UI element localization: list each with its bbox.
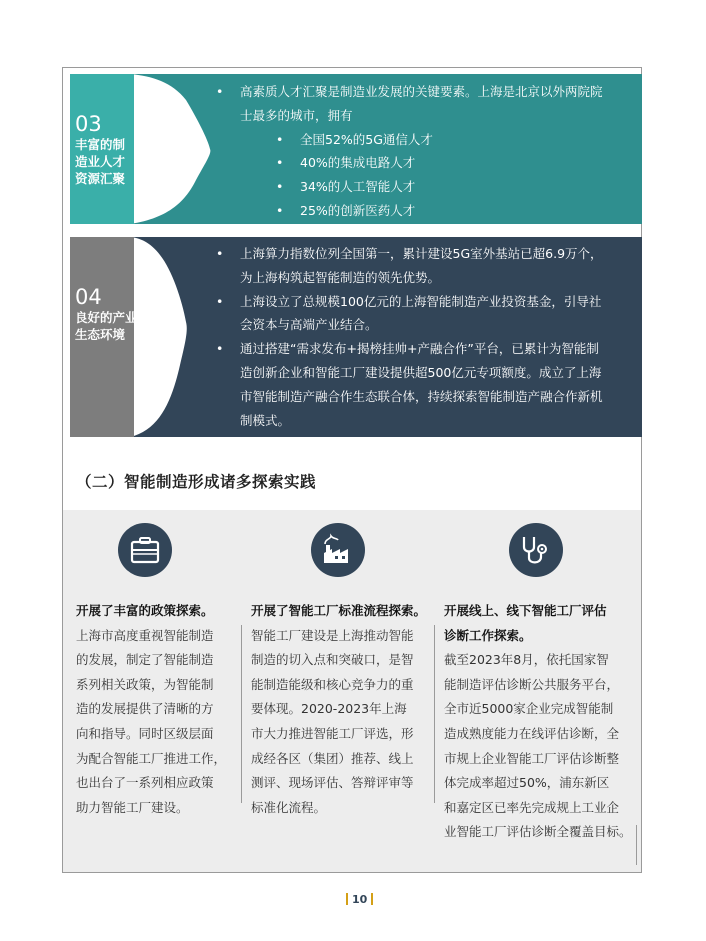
column-line: 标准化流程。: [251, 799, 327, 815]
column-heading: 开展了丰富的政策探索。: [76, 603, 214, 618]
section-title: （二）智能制造形成诸多探索实践: [76, 473, 317, 491]
column-line: 为配合智能工厂推进工作，: [76, 750, 227, 766]
column-line: 市大力推进智能工厂评选，形: [251, 725, 414, 741]
section04-label: [75, 285, 138, 343]
column-line: 要体现。2020-2023年上海: [251, 701, 407, 717]
column-heading: 开展线上、线下智能工厂评估: [444, 603, 607, 618]
column-standard: [251, 599, 431, 820]
column-line: 造成熟度能力在线评估诊断，全: [444, 725, 620, 741]
column-line: 向和指导。同时区级层面: [76, 725, 214, 741]
column-line: 制造的切入点和突破口，是智: [251, 652, 414, 668]
column-line: 的发展，制定了智能制造: [76, 652, 214, 668]
bullet-item: • 高素质人才汇聚是制造业发展的关键要素。上海是北京以外两院院 士最多的城市，拥有: [216, 80, 636, 128]
column-line: 能制造能级和核心竞争力的重: [251, 676, 414, 692]
column-line: 成经各区（集团）推荐、线上: [251, 750, 414, 766]
column-line: 测评、现场评估、答辩评审等: [251, 775, 414, 791]
page-number-bar: [346, 893, 348, 905]
column-line: 上海市高度重视智能制造: [76, 627, 214, 643]
stethoscope-icon: [509, 523, 563, 577]
bullet-item: • 上海算力指数位列全国第一，累计建设5G室外基站已超6.9万个， 为上海构筑起智能制造的领先优势。: [216, 242, 636, 290]
column-line: 截至2023年8月，依托国家智: [444, 652, 609, 668]
sub-bullet-item: • 40%的集成电路人才: [216, 151, 636, 175]
column-diagnosis: [444, 599, 639, 845]
sub-bullet-item: • 34%的人工智能人才: [216, 175, 636, 199]
column-heading: 开展了智能工厂标准流程探索。: [251, 603, 427, 618]
column-divider: [241, 625, 242, 803]
column-heading: 诊断工作探索。: [444, 627, 532, 643]
column-line: 也出台了一系列相应政策: [76, 775, 214, 791]
section04-number: 04: [75, 285, 102, 309]
column-divider: [636, 825, 637, 865]
column-policy: [76, 599, 236, 820]
section04-title: 良好的产业 生态环境: [75, 310, 138, 342]
section03-title: 丰富的制 造业人才 资源汇聚: [75, 137, 126, 186]
section03-number: 03: [75, 112, 102, 136]
factory-icon: [311, 523, 365, 577]
column-line: 系列相关政策，为智能制: [76, 676, 214, 692]
page-number-bar: [371, 893, 373, 905]
column-line: 市规上企业智能工厂评估诊断整: [444, 750, 620, 766]
section03-bullets: [216, 80, 636, 223]
section04-bullets: [216, 242, 636, 432]
column-line: 助力智能工厂建设。: [76, 799, 189, 815]
column-line: 体完成率超过50%，浦东新区: [444, 775, 610, 791]
bullet-item: • 上海设立了总规模100亿元的上海智能制造产业投资基金，引导社 会资本与高端产业结合。: [216, 290, 636, 338]
sub-bullet-item: • 全国52%的5G通信人才: [216, 128, 636, 152]
briefcase-icon: [118, 523, 172, 577]
column-line: 业智能工厂评估诊断全覆盖目标。: [444, 824, 632, 840]
sub-bullet-item: • 25%的创新医药人才: [216, 199, 636, 223]
page-number: 10: [342, 893, 377, 906]
column-line: 全市近5000家企业完成智能制: [444, 701, 614, 717]
section03-label: [75, 112, 125, 187]
column-line: 和嘉定区已率先完成规上工业企: [444, 799, 620, 815]
column-line: 能制造评估诊断公共服务平台，: [444, 676, 620, 692]
column-divider: [434, 625, 435, 803]
bullet-item: • 通过搭建“需求发布+揭榜挂帅+产融合作”平台，已累计为智能制 造创新企业和智能工厂建设提供超500亿元专项额度。成立了上海 市智能制造产融合作生态联合体，持续探索智能制造产融合作新机 制模式。: [216, 337, 636, 432]
column-line: 智能工厂建设是上海推动智能: [251, 627, 414, 643]
column-line: 造的发展提供了清晰的方: [76, 701, 214, 717]
